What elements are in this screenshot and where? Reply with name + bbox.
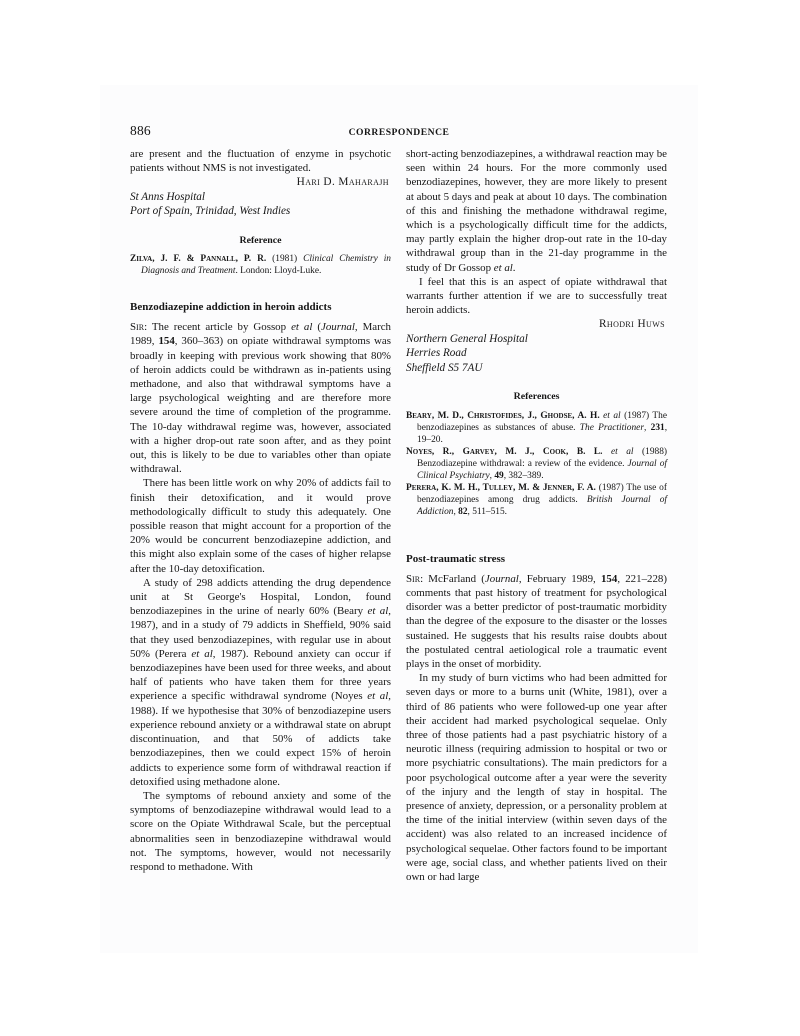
text-run: (1987) The benzodiazepines as substances of abuse.: [417, 410, 668, 433]
text-run: , 1987). Rebound anxiety can occur if benzodiazepines have been used for three weeks, and about half of patients who have taken them for three years experience a specific withdrawal syndrome (Noyes: [130, 647, 391, 703]
journal-page: [100, 85, 698, 953]
text-run: et al: [291, 321, 313, 334]
text-run: , February 1989,: [518, 572, 601, 585]
address-line: Herries Road: [406, 347, 467, 360]
text-run: , 360–363) on opiate withdrawal symptoms was broadly in keeping with previous work showing that 80% of heroin addicts could be withdrawn as in-patients using methadone, and also that withdrawal symptoms have a large psychological weighting and are therefore more severe around the time of completion of the programme. The 10-day withdrawal regime was, however, associated with a higher drop-out rate soon after, and as they point out, this is likely to be due to variables other than opiate withdrawal.: [130, 335, 391, 476]
text-run: short-acting benzodiazepines, a withdrawal reaction may be seen within 24 hours. For the more commonly used benzodiazepines, however, they are more likely to present at about 5 days and peak at about 10 days. The combination of this and finishing the methadone withdrawal regime, which is a psychologically difficult time for the addicts, may partly explain the higher drop-out rate in the 10-day withdrawal group than in the 21-day programme in the study of Dr Gossop: [406, 148, 667, 274]
running-head: CORRESPONDENCE: [348, 127, 450, 138]
right-column: [406, 147, 667, 884]
text-run: et al: [367, 605, 389, 618]
section-heading: Benzodiazepine addiction in heroin addicts: [130, 301, 332, 313]
text-run: , 221–228) comments that past history of treatment for psychological disorder was a better predictor of post-traumatic morbidity than the degree of the exposure to the disaster or the losses sustained. He suggests that his results raise doubts about the postulated central aetiological role a traumatic event plays in the onset of morbidity.: [406, 572, 667, 671]
text-run: . London: Lloyd-Luke.: [235, 266, 322, 276]
paragraph: [406, 671, 667, 884]
text-run: et al: [603, 410, 621, 421]
text-run: ,: [643, 422, 651, 433]
text-run: et al: [191, 647, 213, 660]
paragraph: [406, 147, 667, 275]
text-run: The Practitioner: [579, 422, 644, 433]
text-run: 154: [600, 572, 618, 585]
reference-item: [130, 253, 391, 277]
paragraph: [130, 789, 391, 874]
references-heading: Reference: [239, 234, 282, 246]
text-run: Sir: [406, 572, 421, 585]
signature: Hari D. Maharajh: [296, 176, 389, 189]
text-run: et al: [493, 261, 513, 274]
text-run: et al: [367, 690, 389, 703]
text-run: : McFarland (: [420, 572, 485, 585]
text-run: I feel that this is an aspect of opiate withdrawal that warrants further attention if we are to successfully treat heroin addicts.: [406, 275, 667, 317]
page-header: [130, 123, 668, 141]
paragraph: [406, 275, 667, 318]
text-run: A study of 298 addicts attending the drug dependence unit at St George's Hospital, London, found benzodiazepines in the urine of nearly 60% (Beary: [130, 576, 391, 618]
text-run: 154: [158, 335, 175, 348]
address-line: Northern General Hospital: [406, 332, 528, 345]
paragraph: [406, 572, 667, 671]
text-run: 82: [458, 506, 468, 517]
text-run: In my study of burn victims who had been admitted for seven days or more to a burns unit (White, 1981), over a third of 86 patients who were followed-up one year after their accident had marked psychological sequelae. Only three of those patients had a past psychiatric history of a neurotic illness (requiring admission to hospital or two or more psychiatric consultations). The main predictors for a poor psychological outcome after a year were the severity of the injury and the length of stay in hospital. The presence of anxiety, depression, or a personality problem at the time of the initial interview (within seven days of the accident) was also related to an increased incidence of psychological sequelae. Other factors found to be important were age, social class, and whether patients lived on their own or had large: [406, 672, 667, 884]
text-run: Clinical Chemistry in Diagnosis and Treatment: [141, 254, 391, 276]
text-run: , March 1989,: [130, 321, 391, 348]
section-heading: Post-traumatic stress: [406, 552, 506, 565]
text-run: (1988) Benzodiazepine withdrawal: a review of the evidence.: [417, 446, 668, 469]
text-run: Journal of Clinical Psychiatry: [417, 458, 667, 481]
references-heading: References: [513, 391, 560, 403]
text-run: , 19–20.: [417, 422, 668, 445]
address: [406, 332, 667, 376]
text-run: , 1988). If we hypothesise that 30% of benzodiazepine users experience rebound anxiety or a withdrawal state on abrupt discontinuation, and that 50% of addicts take benzodiazepines, then we could expect 15% of heroin addicts to experience some form of withdrawal reaction if detoxified using methadone alone.: [130, 690, 391, 788]
text-run: British Journal of Addiction: [417, 494, 667, 517]
paragraph: [130, 320, 391, 476]
text-run: ,: [453, 506, 459, 517]
signature: Rhodri Huws: [598, 318, 665, 331]
text-run: (: [312, 321, 321, 334]
text-run: 231: [650, 422, 665, 433]
paragraph: [130, 576, 391, 789]
left-column: [130, 147, 391, 884]
address: [130, 190, 391, 219]
text-run: Noyes, R., Garvey, M. J., Cook, B. L.: [406, 446, 611, 457]
text-run: et al: [610, 446, 634, 457]
text-run: , 1987), and in a study of 79 addicts in Sheffield, 90% said that they used benzodiazepines, with regular use in about 50% (Perera: [130, 605, 391, 660]
address-line: Sheffield S5 7AU: [406, 361, 483, 374]
text-run: , 382–389.: [503, 470, 544, 481]
page-number: 886: [130, 123, 151, 138]
text-run: (1987) The use of benzodiazepines among drug addicts.: [417, 482, 667, 505]
text-run: There has been little work on why 20% of addicts fail to finish their detoxification, and it would prove methodologically difficult to study this adequately. One possible reason that might account for a proportion of the 20% would be concurrent benzodiazepine addiction, and this might also explain some of the cases of higher relapse after the 10-day detoxification.: [130, 477, 391, 575]
text-run: Sir: [130, 321, 145, 334]
text-run: : The recent article by Gossop: [144, 321, 292, 334]
text-run: The symptoms of rebound anxiety and some of the symptoms of benzodiazepine withdrawal would lead to a score on the Opiate Withdrawal Scale, but the perceptual abnormalities seen in benzodiazepine withdrawal would not. The symptoms, however, would not necessarily respond to methadone. With: [130, 789, 391, 873]
address-line: St Anns Hospital: [130, 190, 206, 203]
text-run: Beary, M. D., Christofides, J., Ghodse, A. H.: [406, 410, 604, 421]
address-line: Port of Spain, Trinidad, West Indies: [130, 205, 291, 218]
text-run: 49: [494, 470, 504, 481]
text-run: ,: [489, 470, 495, 481]
paragraph: [130, 476, 391, 575]
paragraph: [130, 147, 391, 175]
text-run: , 511–515.: [467, 506, 508, 517]
reference-item: [406, 446, 667, 482]
text-run: Journal: [484, 572, 519, 585]
text-run: (1981): [272, 254, 304, 264]
reference-item: [406, 410, 667, 446]
two-column-layout: [130, 147, 667, 884]
text-run: Perera, K. M. H., Tulley, M. & Jenner, F. A.: [406, 482, 599, 493]
text-run: are present and the fluctuation of enzyme in psychotic patients without NMS is not investigated.: [130, 148, 391, 175]
text-run: .: [512, 261, 516, 274]
text-run: Zilva, J. F. & Pannall, P. R.: [130, 254, 273, 264]
text-run: Journal: [320, 321, 355, 334]
reference-item: [406, 482, 667, 518]
